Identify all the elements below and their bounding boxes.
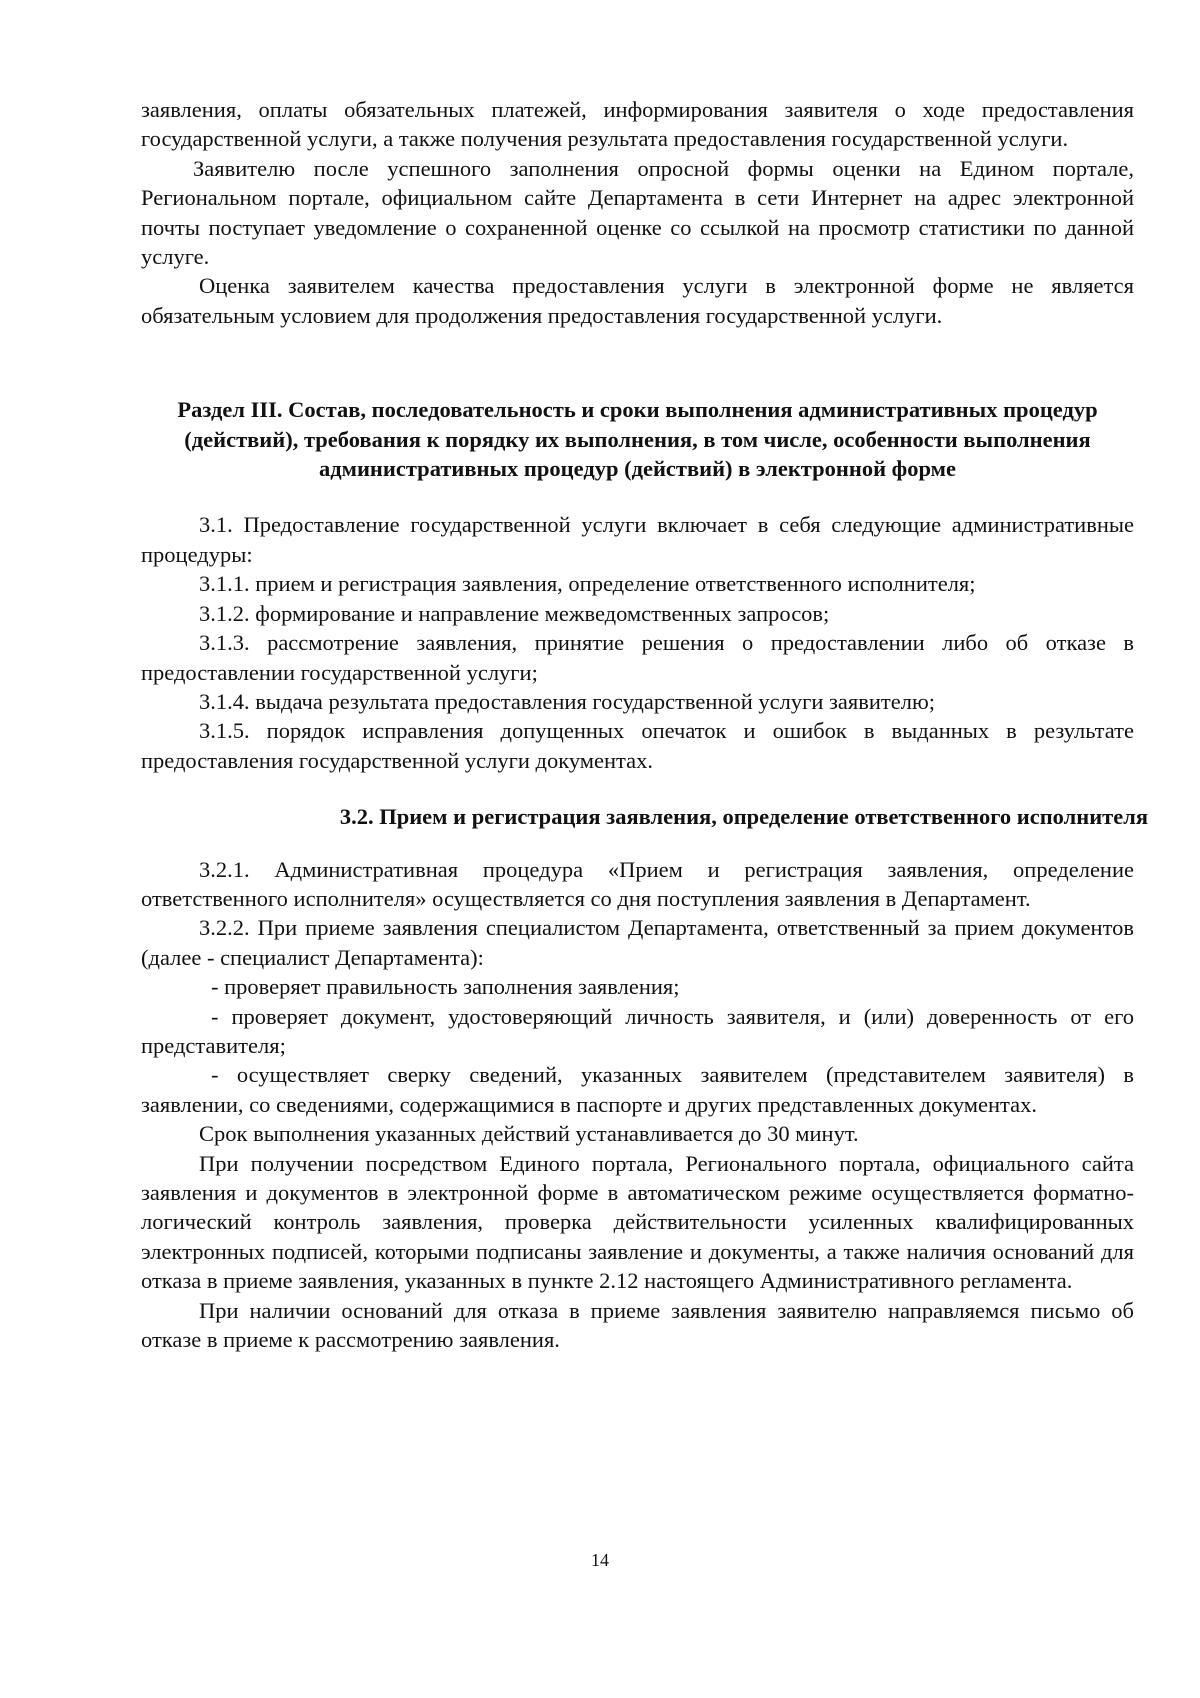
subsection-title: 3.2. Прием и регистрация заявления, определение ответственного исполнителя [339, 804, 1148, 830]
paragraph-quality-assessment: Оценка заявителем качества предоставления услуги в электронной форме не является обязательным условием для продолжения предоставления государственной услуги. [141, 273, 1134, 328]
item-3-1-1: 3.1.1. прием и регистрация заявления, определение ответственного исполнителя; [199, 571, 976, 597]
refusal-paragraph: При наличии оснований для отказа в приеме заявления заявителю направляемся письмо об отказе в приеме к рассмотрению заявления. [141, 1297, 1134, 1353]
item-3-1-2: 3.1.2. формирование и направление межведомственных запросов; [199, 600, 830, 626]
page-number: 14 [591, 1550, 609, 1570]
paragraph-continuation: заявления, оплаты обязательных платежей, информирования заявителя о ходе предоставления государственной услуги, а также получения результата предоставления государственной услуги. [141, 97, 1134, 152]
paragraph-email-notification: Заявителю после успешного заполнения опросной формы оценки на Едином портале, Региональном портале, официальном сайте Департамента в сети Интернет на адрес электронной почты поступает уведомление о сохраненной оценке со ссылкой на просмотр статистики по данной услуге. [141, 155, 1134, 270]
electronic-receipt-paragraph: При получении посредством Единого портала, Регионального портала, официального сайта заявления и документов в электронной форме в автоматическом режиме осуществляется форматно-логический контроль заявления, проверка действительности усиленных квалифицированных электронных подписей, которыми подписаны заявление и документы, а также наличия оснований для отказа в приеме заявления, указанных в пункте 2.12 настоящего Административного регламента. [141, 1150, 1134, 1294]
check-identity-item: - проверяет документ, удостоверяющий личность заявителя, и (или) доверенность от его представителя; [141, 1003, 1134, 1058]
item-3-2-2: 3.2.2. При приеме заявления специалистом Департамента, ответственный за прием документов (далее - специалист Департамента): [141, 915, 1134, 970]
document-page [141, 95, 1148, 1354]
item-3-2-1: 3.2.1. Административная процедура «Прием и регистрация заявления, определение ответственного исполнителя» осуществляется со дня поступления заявления в Департамент. [141, 856, 1134, 911]
reconcile-data-item: - осуществляет сверку сведений, указанных заявителем (представителем заявителя) в заявлении, со сведениями, содержащимися в паспорте и других представленных документах. [141, 1062, 1134, 1117]
item-3-1-3: 3.1.3. рассмотрение заявления, принятие решения о предоставлении либо об отказе в предоставлении государственной услуги; [141, 630, 1134, 685]
item-3-1-4: 3.1.4. выдача результата предоставления государственной услуги заявителю; [199, 688, 936, 714]
section-title: Раздел III. Состав, последовательность и сроки выполнения административных процедур (действий), требования к порядку их выполнения, в том числе, особенности выполнения административных процедур (действий) в электронной форме [177, 397, 1098, 482]
deadline-paragraph: Срок выполнения указанных действий устанавливается до 30 минут. [199, 1121, 859, 1147]
item-3-1-5: 3.1.5. порядок исправления допущенных опечаток и ошибок в выданных в результате предоставления государственной услуги документах. [141, 718, 1134, 773]
check-application-item: - проверяет правильность заполнения заявления; [211, 974, 680, 1000]
item-3-1: 3.1. Предоставление государственной услуги включает в себя следующие административные процедуры: [141, 512, 1134, 567]
